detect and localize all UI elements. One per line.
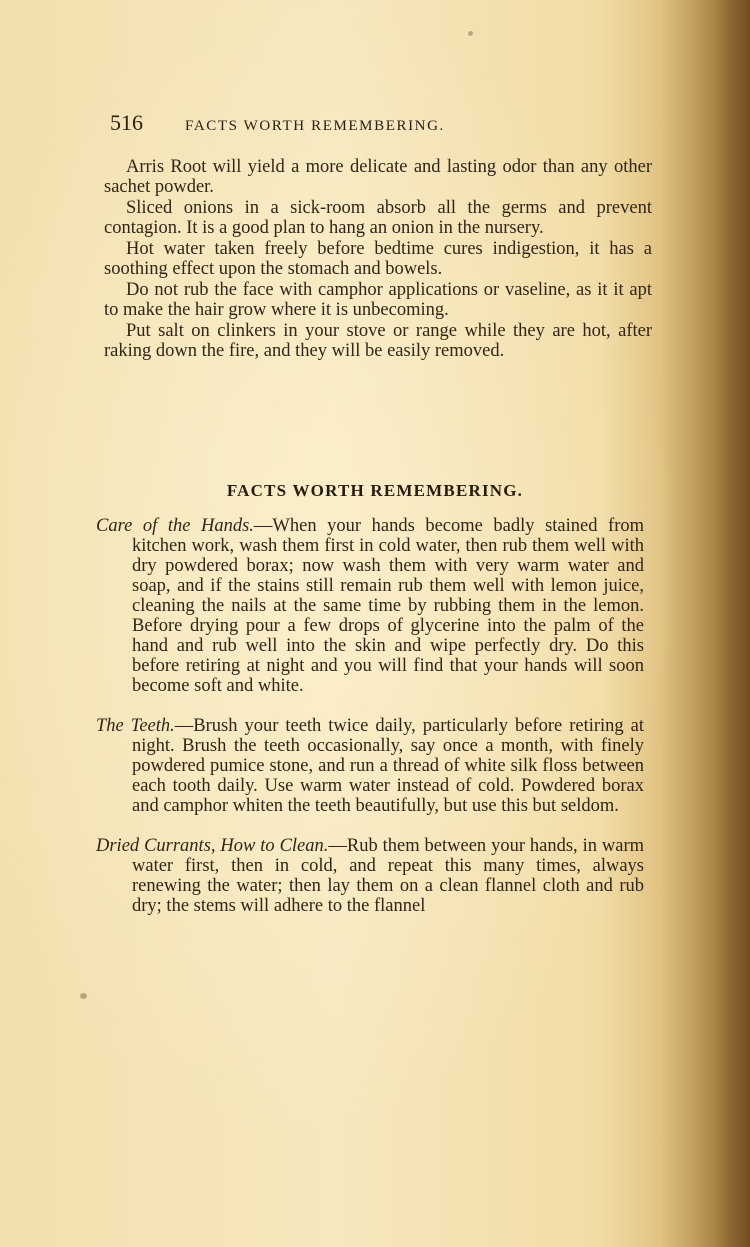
entry-text: —Brush your teeth twice daily, particularly before retiring at night. Brush the teeth occasionally, say once a month, with finely powdered pumice stone, and run a thread of white silk floss between each tooth daily. Use warm water instead of cold. Powdered borax and camphor whiten the teeth beautifully, but use this but seldom. [132, 716, 644, 816]
page-number: 516 [110, 110, 143, 135]
running-title: FACTS WORTH REMEMBERING. [185, 118, 445, 134]
entry-dried-currants [96, 836, 644, 916]
note-sliced-onions: Sliced onions in a sick-room absorb all the germs and prevent contagion. It is a good plan to hang an onion in the nursery. [104, 198, 652, 238]
top-notes [104, 158, 652, 363]
section-heading: FACTS WORTH REMEMBERING. [226, 481, 524, 500]
paper-speck [468, 31, 473, 36]
entry-teeth [96, 716, 644, 816]
note-clinkers: Put salt on clinkers in your stove or range while they are hot, after raking down the fire, and they will be easily removed. [104, 321, 652, 361]
entry-care-of-hands [96, 516, 644, 696]
entry-title: Care of the Hands. [96, 516, 254, 536]
entry-title: The Teeth. [96, 716, 175, 736]
entries [96, 516, 644, 936]
entry-text: —Rub them between your hands, in warm water first, then in cold, and repeat this many times, always renewing the water; then lay them on a clean flannel cloth and rub dry; the stems will adhere to the flannel [132, 836, 644, 916]
paper-speck [80, 993, 87, 999]
note-hot-water: Hot water taken freely before bedtime cures indigestion, it has a soothing effect upon the stomach and bowels. [104, 239, 652, 279]
note-arris-root: Arris Root will yield a more delicate and lasting odor than any other sachet powder. [104, 157, 652, 197]
running-head [110, 110, 550, 136]
entry-text: —When your hands become badly stained from kitchen work, wash them first in cold water, then rub them well with dry powdered borax; now wash them with very warm water and soap, and if the stains still remain rub them well with lemon juice, cleaning the nails at the same time by rubbing them in the lemon. Before drying pour a few drops of glycerine into the palm of the hand and rub well into the skin and wipe perfectly dry. Do this before retiring at night and you will find that your hands will soon become soft and white. [132, 516, 644, 696]
note-camphor: Do not rub the face with camphor applications or vaseline, as it it apt to make the hair grow where it is unbecoming. [104, 280, 652, 320]
entry-title: Dried Currants, How to Clean. [96, 836, 329, 856]
